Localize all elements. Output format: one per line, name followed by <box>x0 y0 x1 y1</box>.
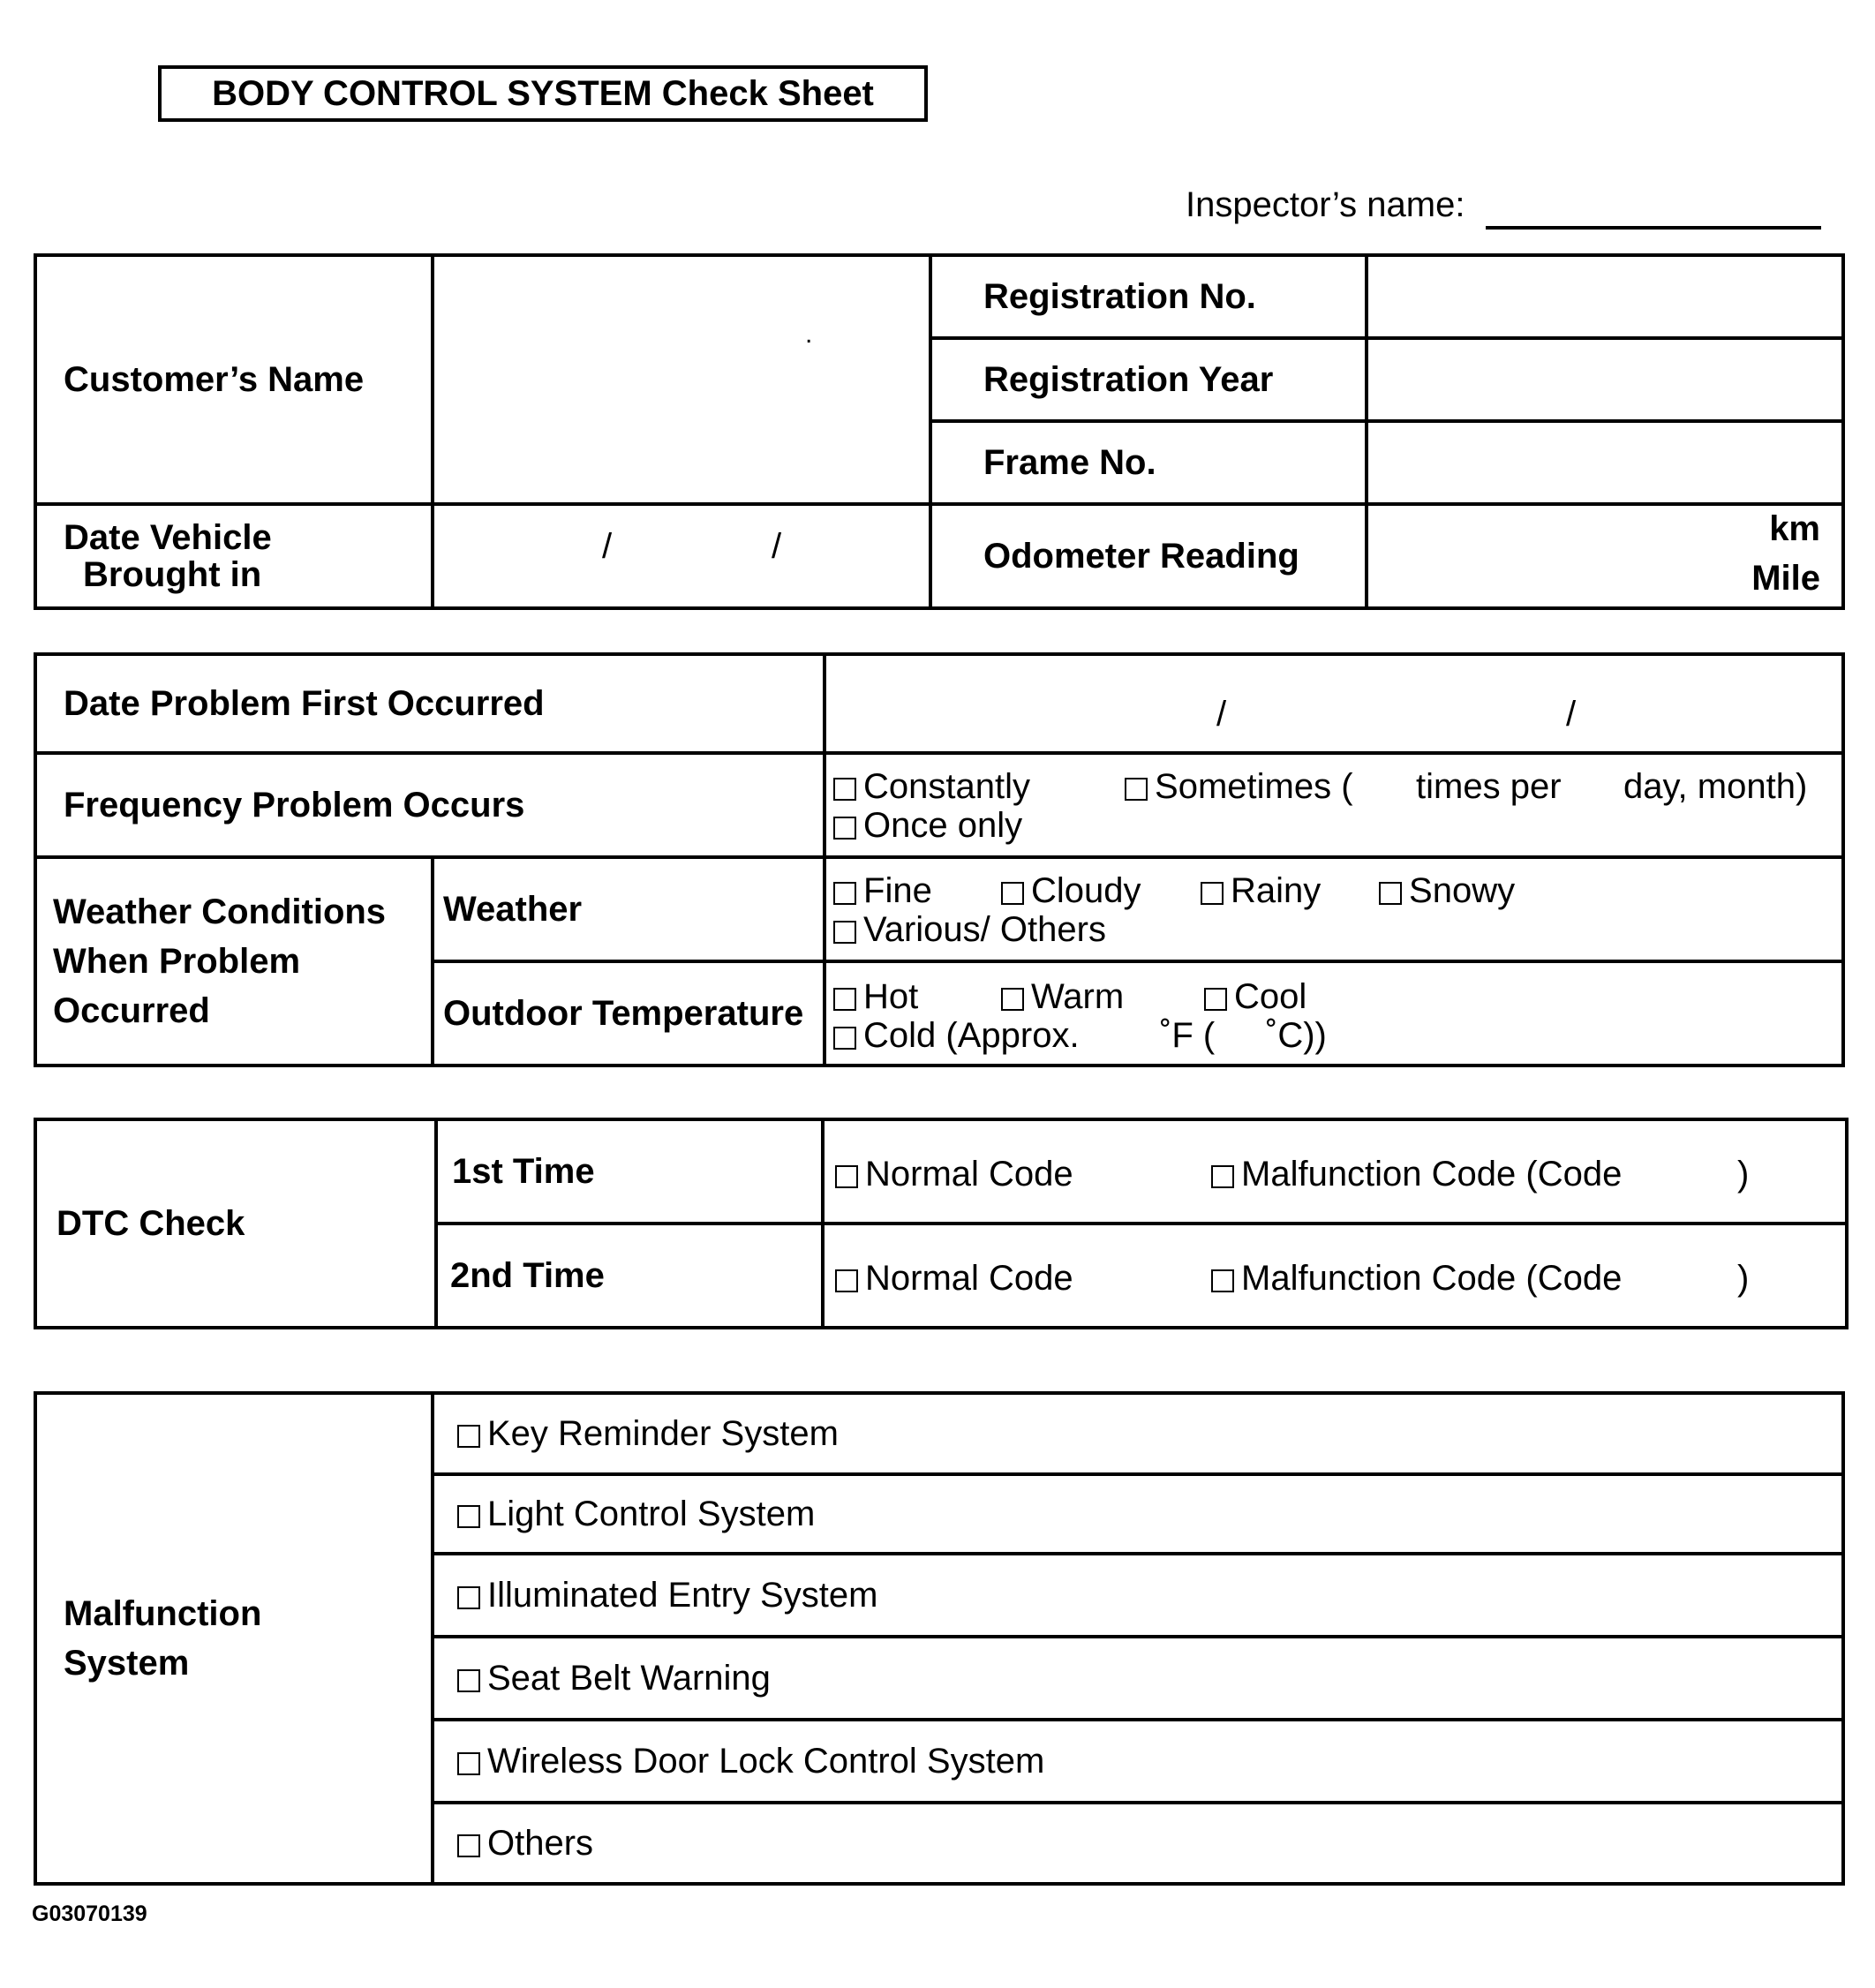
option-cold[interactable] <box>833 1014 1080 1057</box>
checkbox-icon[interactable] <box>1001 988 1024 1011</box>
system-item-text: Wireless Door Lock Control System <box>487 1742 1045 1781</box>
close-paren-2: ) <box>1737 1259 1750 1298</box>
checkbox-icon[interactable] <box>833 882 856 905</box>
option-sometimes-text: Sometimes ( <box>1155 767 1353 806</box>
odometer-label <box>930 504 1367 608</box>
dtc-second-label-text: 2nd Time <box>450 1256 605 1295</box>
dtc-check-label-text: DTC Check <box>56 1204 245 1243</box>
km-unit: km <box>1769 509 1820 548</box>
option-cloudy-text: Cloudy <box>1031 871 1141 910</box>
times-per-text: times per <box>1416 767 1562 806</box>
figure-code: G03070139 <box>32 1901 147 1926</box>
option-various-text: Various/ Others <box>863 910 1106 949</box>
inspector-name-label: Inspector’s name: <box>1186 185 1465 224</box>
checkbox-icon[interactable] <box>835 1165 858 1188</box>
page-title-text: BODY CONTROL SYSTEM Check Sheet <box>212 73 874 113</box>
deg-c-text: ˚C)) <box>1266 1016 1327 1055</box>
outdoor-temp-label-text: Outdoor Temperature <box>443 994 804 1033</box>
vehicle-info-table <box>34 253 1845 610</box>
registration-no-field[interactable] <box>1367 255 1843 338</box>
frame-no-label-text: Frame No. <box>983 443 1156 482</box>
frequency-label <box>35 753 825 857</box>
option-rainy[interactable] <box>1201 870 1321 912</box>
system-item-light-control[interactable] <box>433 1474 1843 1554</box>
registration-year-label-text: Registration Year <box>983 360 1274 399</box>
dtc-check-table <box>34 1118 1849 1329</box>
checkbox-icon[interactable] <box>457 1669 480 1692</box>
option-normal-code-1[interactable] <box>835 1153 1073 1195</box>
checkbox-icon[interactable] <box>833 1027 856 1050</box>
frequency-options <box>825 753 1843 857</box>
weather-options <box>825 857 1843 961</box>
weather-cond-line2: When Problem <box>53 942 301 981</box>
option-sometimes[interactable] <box>1125 765 1353 808</box>
system-item-illuminated-entry[interactable] <box>433 1554 1843 1637</box>
odometer-label-text: Odometer Reading <box>983 537 1299 576</box>
checkbox-icon[interactable] <box>457 1586 480 1609</box>
option-constantly-text: Constantly <box>863 767 1030 806</box>
date-brought-label <box>35 504 433 608</box>
option-fine[interactable] <box>833 870 932 912</box>
customer-name-label <box>35 255 433 504</box>
checkbox-icon[interactable] <box>457 1425 480 1448</box>
option-snowy[interactable] <box>1379 870 1515 912</box>
checkbox-icon[interactable] <box>457 1752 480 1775</box>
weather-cond-line3: Occurred <box>53 991 210 1030</box>
option-rainy-text: Rainy <box>1231 871 1322 910</box>
system-item-wireless-door-lock[interactable] <box>433 1720 1843 1803</box>
date-slash-2: / <box>772 527 782 566</box>
deg-f-text: ˚F ( <box>1160 1016 1216 1055</box>
checkbox-icon[interactable] <box>1125 778 1148 801</box>
date-brought-line1: Date Vehicle <box>64 518 272 557</box>
date-first-occurred-text: Date Problem First Occurred <box>64 684 545 723</box>
option-hot[interactable] <box>833 975 918 1018</box>
weather-conditions-label <box>35 857 433 1066</box>
date-brought-field[interactable] <box>433 504 930 608</box>
option-constantly[interactable] <box>833 765 1030 808</box>
weather-label <box>433 857 825 961</box>
customer-name-field[interactable] <box>433 255 930 504</box>
option-malfunction-code-1[interactable] <box>1211 1153 1622 1195</box>
checkbox-icon[interactable] <box>1379 882 1402 905</box>
option-various[interactable] <box>833 908 1106 951</box>
option-cool-text: Cool <box>1234 977 1307 1016</box>
system-item-text: Seat Belt Warning <box>487 1659 771 1698</box>
outdoor-temp-label <box>433 961 825 1066</box>
problem-date-slash-2: / <box>1566 695 1577 734</box>
dtc-second-options <box>823 1224 1847 1328</box>
odometer-field[interactable] <box>1367 504 1843 608</box>
option-cloudy[interactable] <box>1001 870 1141 912</box>
option-once-only-text: Once only <box>863 806 1023 845</box>
frame-no-field[interactable] <box>1367 421 1843 504</box>
malfunction-code-2-text: Malfunction Code (Code <box>1241 1259 1623 1298</box>
option-fine-text: Fine <box>863 871 932 910</box>
normal-code-2-text: Normal Code <box>865 1259 1073 1298</box>
registration-no-label <box>930 255 1367 338</box>
system-item-text: Others <box>487 1824 594 1863</box>
weather-label-text: Weather <box>443 890 583 929</box>
checkbox-icon[interactable] <box>835 1269 858 1292</box>
option-normal-code-2[interactable] <box>835 1257 1073 1299</box>
day-month-text: day, month) <box>1623 767 1808 806</box>
checkbox-icon[interactable] <box>833 921 856 944</box>
option-cold-text: Cold (Approx. <box>863 1016 1080 1055</box>
normal-code-1-text: Normal Code <box>865 1155 1073 1194</box>
system-item-text: Light Control System <box>487 1495 816 1533</box>
checkbox-icon[interactable] <box>1001 882 1024 905</box>
malfunction-label-line2: System <box>64 1644 190 1683</box>
malfunction-label-line1: Malfunction <box>64 1594 262 1633</box>
problem-info-table <box>34 652 1845 1067</box>
checkbox-icon[interactable] <box>457 1834 480 1857</box>
option-warm[interactable] <box>1001 975 1124 1018</box>
registration-year-label <box>930 338 1367 421</box>
date-slash-1: / <box>602 527 613 566</box>
system-item-text: Illuminated Entry System <box>487 1576 878 1615</box>
dtc-first-label-text: 1st Time <box>452 1152 595 1191</box>
system-item-seat-belt[interactable] <box>433 1637 1843 1720</box>
checkbox-icon[interactable] <box>1201 882 1224 905</box>
option-malfunction-code-2[interactable] <box>1211 1257 1622 1299</box>
temperature-options <box>825 961 1843 1066</box>
malfunction-system-label <box>35 1393 433 1884</box>
registration-no-label-text: Registration No. <box>983 277 1256 316</box>
dtc-first-label <box>436 1119 823 1224</box>
malfunction-system-table <box>34 1391 1845 1886</box>
registration-year-field[interactable] <box>1367 338 1843 421</box>
customer-name-label-text: Customer’s Name <box>64 360 365 399</box>
option-snowy-text: Snowy <box>1409 871 1516 910</box>
system-item-text: Key Reminder System <box>487 1414 839 1453</box>
checkbox-icon[interactable] <box>1204 988 1227 1011</box>
option-warm-text: Warm <box>1031 977 1125 1016</box>
malfunction-code-1-text: Malfunction Code (Code <box>1241 1155 1623 1194</box>
checkbox-icon[interactable] <box>833 988 856 1011</box>
inspector-name-field[interactable] <box>1486 226 1821 230</box>
option-once-only[interactable] <box>833 804 1022 847</box>
dtc-second-label <box>436 1224 823 1328</box>
close-paren-1: ) <box>1737 1155 1750 1194</box>
checkbox-icon[interactable] <box>833 817 856 840</box>
mile-unit: Mile <box>1751 559 1820 598</box>
checkbox-icon[interactable] <box>1211 1165 1234 1188</box>
checkbox-icon[interactable] <box>1211 1269 1234 1292</box>
date-brought-line2: Brought in <box>83 555 262 594</box>
date-first-occurred-label <box>35 654 825 753</box>
system-item-others[interactable] <box>433 1803 1843 1884</box>
dtc-check-label <box>35 1119 436 1328</box>
problem-date-slash-1: / <box>1216 695 1227 734</box>
option-cool[interactable] <box>1204 975 1306 1018</box>
system-item-key-reminder[interactable] <box>433 1393 1843 1474</box>
dtc-first-options <box>823 1119 1847 1224</box>
date-first-occurred-field[interactable] <box>825 654 1843 753</box>
checkbox-icon[interactable] <box>457 1505 480 1528</box>
page-title <box>158 65 928 122</box>
checkbox-icon[interactable] <box>833 778 856 801</box>
option-hot-text: Hot <box>863 977 919 1016</box>
weather-cond-line1: Weather Conditions <box>53 892 387 931</box>
frequency-label-text: Frequency Problem Occurs <box>64 786 525 825</box>
frame-no-label <box>930 421 1367 504</box>
customer-dot: . <box>805 320 813 349</box>
